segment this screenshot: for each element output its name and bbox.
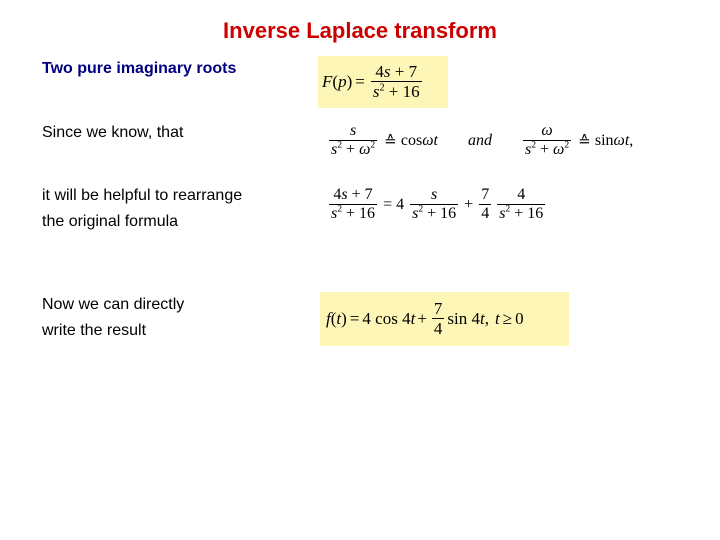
rearrange-text-line1: it will be helpful to rearrange [42,187,243,204]
rearrange-text-line2: the original formula [42,213,179,230]
result-formula: f ( t ) = 4 cos 4 t + $\frac{7}{4}$ sin 4 t , t ≥ 0 [320,292,569,346]
given-formula: F ( p ) = $\frac{4s + 7}{s^2 + 16}$ [318,56,448,108]
rearranged-formula: $\frac{4s + 7}{s^2 + 16}$ = 4 $\frac{s}{s^2 + 16}$ + $\frac{7}{4}$ $\frac{4}{s^2 + 16}$ [331,185,544,222]
result-text-line1: Now we can directly [42,296,185,313]
known-pairs-formula: $\frac{s}{s^2 + \omega^2}$ ≙ cos ωt and $\frac{\omega}{s^2 + \omega^2}$ ≙ sin ωt , [331,121,634,158]
page-title: Inverse Laplace transform [223,18,497,43]
result-text-line2: write the result [42,322,147,339]
and-word: and [467,132,492,149]
since-text: Since we know, that [42,124,184,141]
section-subtitle: Two pure imaginary roots [42,60,237,77]
